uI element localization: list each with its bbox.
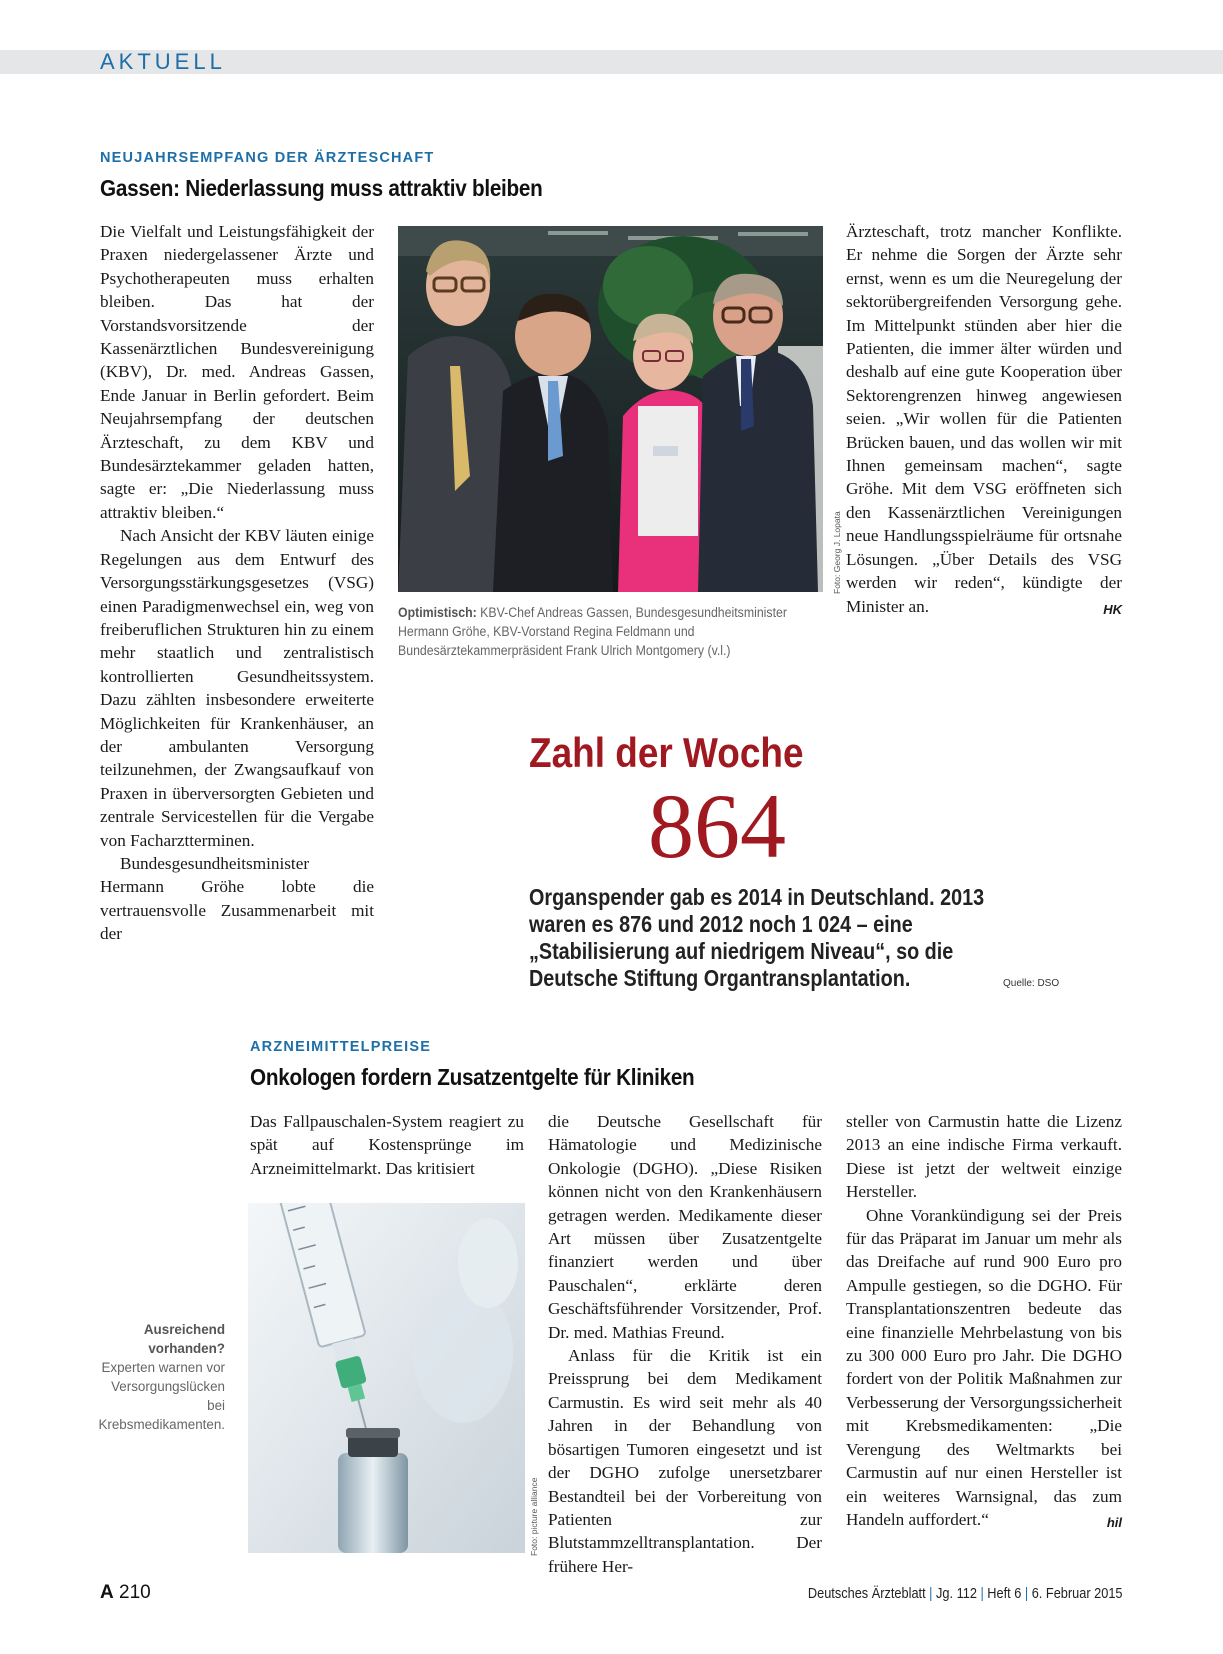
article2-headline: Onkologen fordern Zusatzentgelte für Kliniken	[250, 1064, 695, 1090]
article1-column-1	[100, 220, 374, 946]
article2-column-2	[548, 1110, 822, 1578]
zahl-der-woche-title: Zahl der Woche	[529, 729, 804, 776]
article1-paragraph: Bundesgesundheitsminister Hermann Gröhe lobte die vertrauensvolle Zusammenarbeit mit der	[100, 853, 374, 944]
article1-photo	[398, 226, 823, 592]
group-photo-image	[398, 226, 823, 592]
article1-paragraph-text: Ärzteschaft, trotz mancher Konflikte. Er nehme die Sorgen der Ärzte sehr ernst, wenn es um die Neuregelung der sektorübergreifenden Versorgung gehe. Im Mittelpunkt stünden aber hier die Patienten, die immer älter würden und deshalb auf eine gute Kooperation über Sektorengrenzen hinweg angewiesen seien. „Wir wollen für die Patienten Brücken bauen, und das wollen wir mit Ihnen gemeinsam machen“, sagte Gröhe. Mit dem VSG eröffneten sich den Kassenärztlichen Vereinigungen neue Handlungsspielräume für ortsnahe Lösungen. „Über Details des VSG werden wir reden“, kündigte der Minister an.	[846, 222, 1122, 616]
caption-lead: Ausreichend vorhanden?	[143, 1322, 225, 1356]
article1-signature: HK	[1103, 601, 1122, 617]
article2-paragraph	[846, 1204, 1122, 1532]
page-prefix: A	[100, 1582, 114, 1603]
article2-caption	[95, 1320, 225, 1434]
section-label: AKTUELL	[100, 49, 226, 74]
article2-paragraph: steller von Carmustin hatte die Lizenz 2013 an eine indische Firma verkauft. Diese ist jetzt der weltweit einzige Hersteller.	[846, 1112, 1122, 1202]
footer-date: 6. Februar 2015	[1032, 1586, 1123, 1602]
zahl-der-woche-source: Quelle: DSO	[1003, 978, 1060, 989]
article1-paragraph: Nach Ansicht der KBV läuten einige Regelungen aus dem Entwurf des Versorgungsstärkungsgesetzes (VSG) einen Paradigmenwechsel ein, weg von freiberuflichen Strukturen hin zu einem mehr staatlich und zentralistisch kontrollierten Gesundheitssystem. Dazu zählten insbesondere erweiterte Möglichkeiten für Krankenhäuser, an der ambulanten Versorgung teilzunehmen, der Zwangsaufkauf von Praxen in überversorgten Gebieten und zentrale Servicestellen für die Vergabe von Facharztterminen.	[100, 526, 374, 850]
article2-paragraph: Das Fallpauschalen-System reagiert zu spät auf Kostensprünge im Arzneimittelmarkt. Das kritisiert	[250, 1112, 524, 1178]
zahl-der-woche-text: Organspender gab es 2014 in Deutschland. 2013 waren es 876 und 2012 noch 1 024 – eine „Stabilisierung auf niedrigem Niveau“, so die Deutsche Stiftung Organtransplantation.	[529, 884, 985, 991]
page-number-value: 210	[119, 1582, 151, 1603]
article1-headline: Gassen: Niederlassung muss attraktiv bleiben	[100, 175, 543, 201]
article2-signature: hil	[1106, 1514, 1122, 1530]
article2-paragraph-text: Ohne Vorankündigung sei der Preis für das Präparat im Januar um mehr als das Dreifache auf rund 900 Euro pro Ampulle gestiegen, so die DGHO. Für Transplantationszentren bedeute das eine finanzielle Mehrbelastung von bis zu 300 000 Euro pro Jahr. Die DGHO fordert von der Politik Maßnahmen zur Verbesserung der Versorgungssicherheit mit Krebsmedikamenten: „Die Verengung des Weltmarkts bei Carmustin auf nur einen Hersteller ist ein weiteres Warnsignal, das zum Handeln auffordert.“	[846, 1205, 1122, 1529]
footer-publication-info: Deutsches Ärzteblatt | Jg. 112 | Heft 6 | 6. Februar 2015	[808, 1586, 1123, 1602]
caption-text: KBV-Chef Andreas Gassen, Bundesgesundheitsminister Hermann Gröhe, KBV-Vorstand Regina Feldmann und Bundesärztekammerpräsident Frank Ulrich Montgomery (v.l.)	[398, 605, 787, 658]
footer-issue: Heft 6	[987, 1586, 1022, 1602]
article2-paragraph: die Deutsche Gesellschaft für Hämatologie und Medizinische Onkologie (DGHO). „Diese Risiken können nicht von den Krankenhäusern getragen werden. Medikamente dieser Art müssen über Zusatzentgelte finanziert werden und über Pauschalen“, erklärte deren Geschäftsführender Vorsitzender, Prof. Dr. med. Mathias Freund.	[548, 1112, 822, 1342]
zahl-der-woche-number: 864	[648, 775, 786, 877]
article2-photo-credit: Foto: picture alliance	[529, 1477, 539, 1556]
page-number	[100, 1582, 151, 1604]
article1-kicker: NEUJAHRSEMPFANG DER ÄRZTESCHAFT	[100, 150, 435, 166]
footer-journal: Deutsches Ärzteblatt	[808, 1586, 927, 1602]
article1-column-3	[846, 220, 1122, 621]
article1-caption	[398, 603, 821, 660]
article1-paragraph	[846, 220, 1122, 618]
article1-paragraph: Die Vielfalt und Leistungsfähigkeit der Praxen niedergelassener Ärzte und Psychotherapeuten muss erhalten bleiben. Das hat der Vorstandsvorsitzende der Kassenärztlichen Bundesvereinigung (KBV), Dr. med. Andreas Gassen, Ende Januar in Berlin gefordert. Beim Neujahrsempfang der deutschen Ärzteschaft, zu dem KBV und Bundesärztekammer geladen hatten, sagte er: „Die Niederlassung muss attraktiv bleiben.“	[100, 222, 374, 522]
caption-text: Experten warnen vor Versorgungslücken bei Krebsmedikamenten.	[98, 1360, 225, 1432]
article2-paragraph: Anlass für die Kritik ist ein Preissprung bei dem Medikament Carmustin. Es wird seit mehr als 40 Jahren in der Behandlung von bösartigen Tumoren eingesetzt und ist der DGHO zufolge unersetzbarer Bestandteil bei der Vorbereitung von Patienten zur Blutstammzelltransplantation. Der frühere Her-	[548, 1346, 822, 1576]
caption-lead: Optimistisch:	[398, 605, 477, 620]
syringe-photo-image	[248, 1203, 525, 1553]
article2-column-1	[250, 1110, 524, 1180]
article2-kicker: ARZNEIMITTELPREISE	[250, 1039, 432, 1055]
article2-photo	[248, 1203, 525, 1553]
article1-photo-credit: Foto: Georg J. Lopata	[832, 511, 842, 594]
article2-column-3	[846, 1110, 1122, 1534]
footer-volume: Jg. 112	[936, 1586, 978, 1602]
